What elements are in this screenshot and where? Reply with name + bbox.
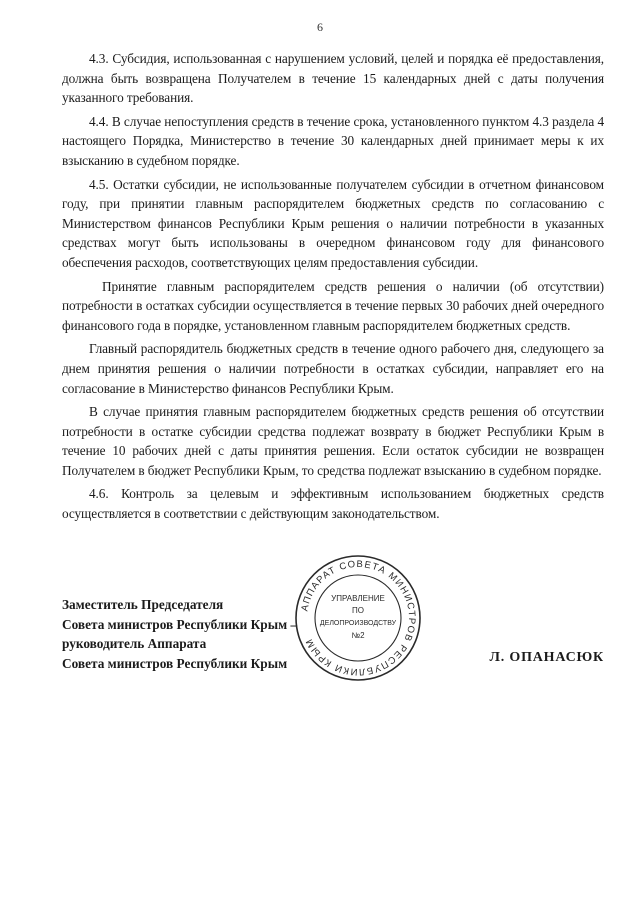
body-text bbox=[62, 49, 604, 528]
paragraph-return: В случае принятия главным распорядителем бюджетных средств решения об отсутствии потребности в остатке субсидии средства подлежат возврату в бюджет Республики Крым в течение 10 рабочих дней с даты принятия решения. Если остаток субсидии не возвращен Получателем в бюджет Республики Крым, то средства подлежат взысканию в судебном порядке. bbox=[62, 404, 604, 478]
stamp-inner-line: ПО bbox=[352, 606, 364, 615]
signature-title-line: Заместитель Председателя bbox=[62, 597, 224, 612]
paragraph-4-3: 4.3. Субсидия, использованная с нарушением условий, целей и порядка её предоставления, должна быть возвращена Получателем в течение 15 календарных дней с даты получения указанного требования. bbox=[62, 51, 604, 106]
signature-title-line: Совета министров Республики Крым bbox=[62, 655, 288, 671]
paragraph-approval: Главный распорядитель бюджетных средств в течение одного рабочего дня, следующего за днем принятия решения о наличии потребности в остатках субсидии, направляет его на согласование в Министерство финансов Республики Крым. bbox=[62, 341, 604, 396]
stamp-inner-line: УПРАВЛЕНИЕ bbox=[331, 594, 385, 603]
paragraph-4-5: 4.5. Остатки субсидии, не использованные получателем субсидии в отчетном финансовом году, при принятии главным распорядителем бюджетных средств по согласованию с Министерством финансов Республики Крым решения о наличии потребности в указанных средствах могут быть использованы в очередном финансовом году для финансового обеспечения расходов, соответствующих целям предоставления субсидии. bbox=[62, 176, 604, 270]
signature-block bbox=[62, 595, 322, 673]
stamp-outer-text: АППАРАТ СОВЕТА МИНИСТРОВ РЕСПУБЛИКИ КРЫМ bbox=[299, 558, 418, 678]
paragraph-decision: Принятие главным распорядителем средств решения о наличии (об отсутствии) потребности в остатках субсидии осуществляется в течение первых 30 рабочих дней очередного финансового года в порядке, установленном главным распорядителем бюджетных средств. bbox=[62, 278, 604, 333]
signatory-name: Л. ОПАНАСЮК bbox=[489, 650, 604, 665]
signature-title-line: руководитель Аппарата bbox=[62, 636, 207, 652]
paragraph-4-6: 4.6. Контроль за целевым и эффективным использованием бюджетных средств осуществляется в соответствии с действующим законодательством. bbox=[62, 486, 604, 522]
stamp-seal-icon bbox=[293, 553, 423, 683]
paragraph-4-4: 4.4. В случае непоступления средств в течение срока, установленного пунктом 4.3 раздела 4 настоящего Порядка, Министерство в течение 30 календарных дней принимает меры к их взысканию в судебном порядке. bbox=[62, 113, 604, 168]
page-number: 6 bbox=[317, 20, 323, 34]
stamp-inner-line: №2 bbox=[351, 631, 365, 640]
official-stamp bbox=[293, 553, 423, 683]
stamp-inner-line: ДЕЛОПРОИЗВОДСТВУ bbox=[319, 620, 397, 627]
signature-title-line: Совета министров Республики Крым – bbox=[62, 616, 298, 632]
